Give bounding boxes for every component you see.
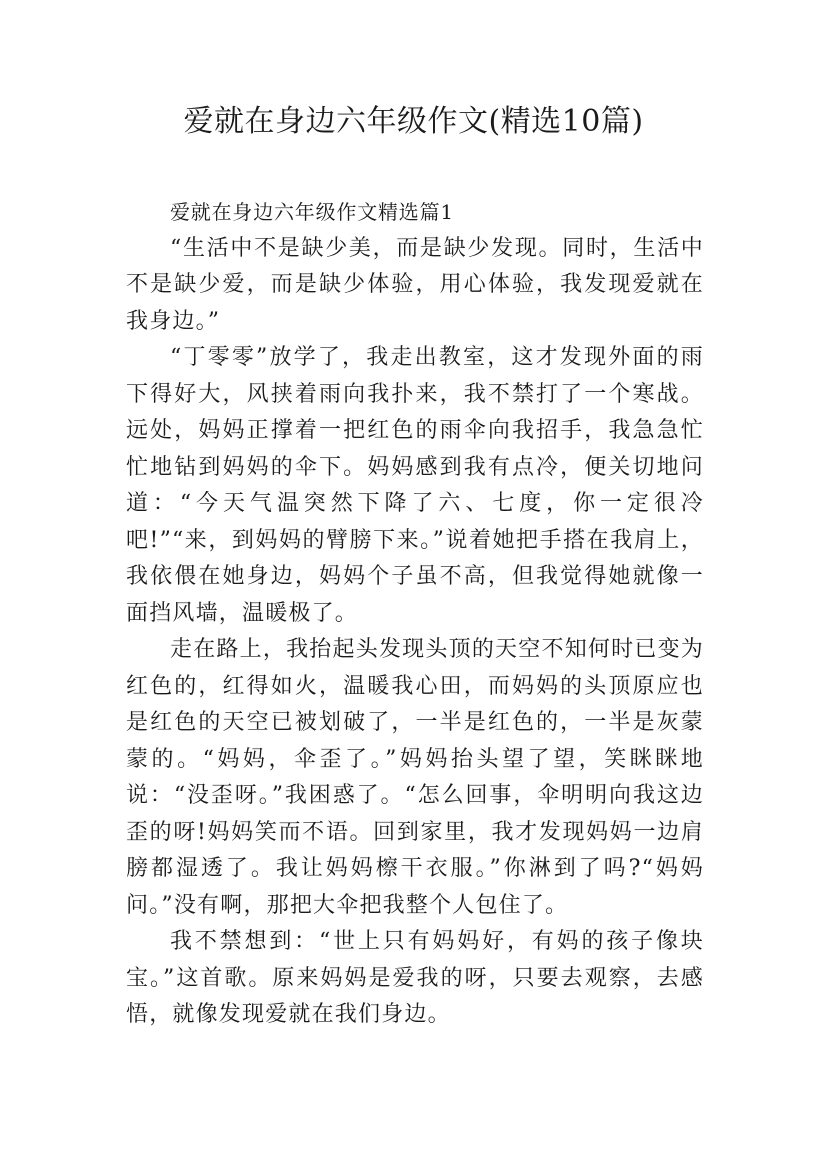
- paragraph-2: “丁零零”放学了，我走出教室，这才发现外面的雨下得好大，风挟着雨向我扑来，我不禁打了一个寒战。远处，妈妈正撑着一把红色的雨伞向我招手，我急急忙忙地钻到妈妈的伞下。妈妈感到我有点冷，便关切地问道：“今天气温突然下降了六、七度，你一定很冷吧!”“来，到妈妈的臂膀下来。”说着她把手搭在我肩上，我依偎在她身边，妈妈个子虽不高，但我觉得她就像一面挡风墙，温暖极了。: [126, 345, 704, 626]
- paragraph-3: 走在路上，我抬起头发现头顶的天空不知何时已变为红色的，红得如火，温暖我心田，而妈妈的头顶原应也是红色的天空已被划破了，一半是红色的，一半是灰蒙蒙的。“妈妈，伞歪了。”妈妈抬头望了望，笑眯眯地说：“没歪呀。”我困惑了。“怎么回事，伞明明向我这边歪的呀!妈妈笑而不语。回到家里，我才发现妈妈一边肩膀都湿透了。我让妈妈檫干衣服。”你淋到了吗?“妈妈问。”没有啊，那把大伞把我整个人包住了。: [126, 637, 704, 918]
- paragraph-1: “生活中不是缺少美，而是缺少发现。同时，生活中不是缺少爱，而是缺少体验，用心体验，我发现爱就在我身边。”: [126, 235, 704, 334]
- document-title: 爱就在身边六年级作文(精选10篇): [183, 104, 644, 139]
- document-body: [126, 194, 704, 1034]
- section-heading: 爱就在身边六年级作文精选篇1: [170, 200, 454, 224]
- paragraph-4: 我不禁想到：“世上只有妈妈好，有妈的孩子像块宝。”这首歌。原来妈妈是爱我的呀，只要去观察，去感悟，就像发现爱就在我们身边。: [126, 929, 704, 1027]
